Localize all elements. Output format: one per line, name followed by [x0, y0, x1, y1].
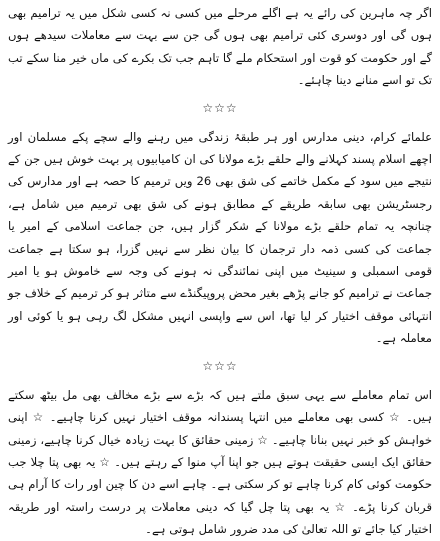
article-paragraph-1: اگر چہ ماہرین کی رائے یہ ہے اگلے مرحلے میں کسی نہ کسی شکل میں یہ ترامیم بھی ہوں گی اور دوسری کئی ترامیم بھی ہوں گی جن سے بہت سے معاملات سیدھے ہوں گے اور حکومت کو قوت اور استحکام ملے گا تاہم جب تک بکرے کی ماں خیر منا سکے تب تک تو اسے منانے دینا چاہئے۔	[8, 6, 432, 88]
section-separator-stars: ☆☆☆	[202, 358, 238, 373]
article-paragraph-2: علمائے کرام، دینی مدارس اور ہر طبقۂ زندگی میں رہنے والے سچے پکے مسلمان اور اچھے اسلام پسند کہلانے والے حلقے بڑے مولانا کی ان کامیابیوں پر بہت خوش ہیں جن کے نتیجے میں سود کے مکمل خاتمے کی شق بھی 26 ویں ترمیم کا حصہ ہے اور مدارس کی رجسٹریشن بھی سابقہ طریقے کے مطابق ہونے کی شق بھی ترمیم میں شامل ہے، چنانچہ یہ تمام حلقے بڑے مولانا کے شکر گزار ہیں، جن جماعت اسلامی کے امیر یا جماعت کی کسی ذمہ دار ترجمان کا بیان نظر سے نہیں گزرا، ہو سکتا ہے جماعت قومی اسمبلی و سینیٹ میں اپنی نمائندگی نہ ہونے کی وجہ سے خاموش ہو یا امیر جماعت نے ترامیم کو جانے پڑھے بغیر محض پروپیگنڈے سے متاثر ہو کر ترمیم کے خلاف جو انتہائی موقف اختیار کر لیا تھا، اس سے واپسی انہیں مشکل لگ رہی ہو یا کوئی اور معاملہ ہے۔	[8, 129, 432, 346]
article-paragraph-3: اس تمام معاملے سے یہی سبق ملتے ہیں کہ بڑے سے بڑے مخالف بھی مل بیٹھ سکتے ہیں۔ ☆ کسی بھی معاملے میں انتہا پسندانہ موقف اختیار نہیں کرنا چاہیے۔ ☆ اپنی خواہش کو خبر نہیں بنانا چاہیے۔ ☆ زمینی حقائق کا بہت زیادہ خیال کرنا چاہیے، زمینی حقائق ایک ایسی حقیقت ہوتے ہیں جو اپنا آپ منوا کے رہتے ہیں۔ ☆ یہ بھی پتا چلا جب حکومت کوئی کام کرنا چاہے تو کر سکتی ہے۔ چاہے اسے دن کا چین اور رات کا آرام ہی قربان کرنا پڑے۔ ☆ یہ بھی پتا چل گیا کہ دینی معاملات پر درست راستہ اور طریقہ اختیار کیا جائے تو اللہ تعالیٰ کی مدد ضرور شامل ہوتی ہے۔	[8, 387, 432, 537]
section-separator-stars: ☆☆☆	[202, 100, 238, 115]
